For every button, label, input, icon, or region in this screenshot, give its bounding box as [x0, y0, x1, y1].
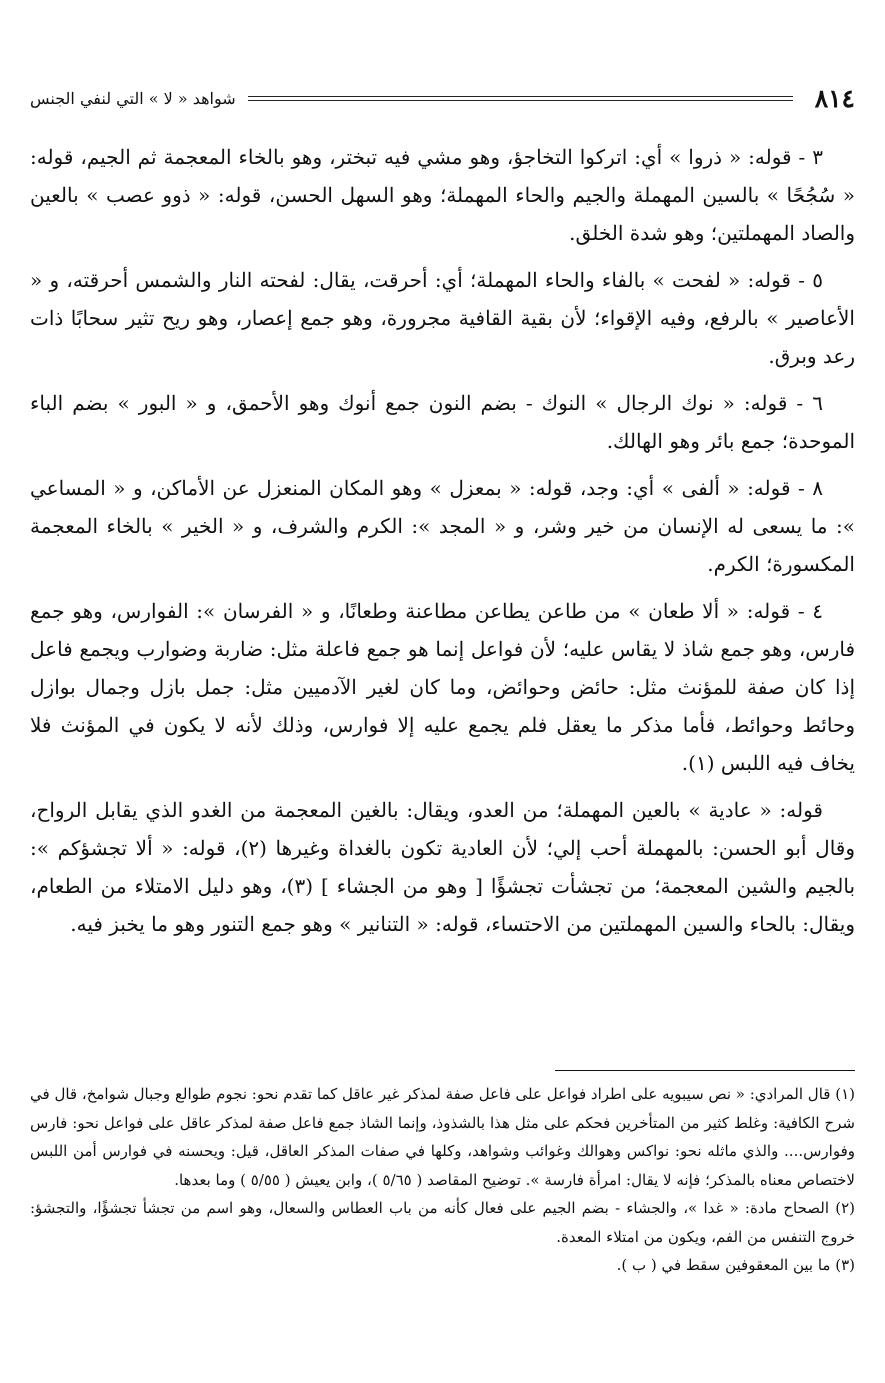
- paragraph: ٥ - قوله: « لفحت » بالفاء والحاء المهملة؛ أي: أحرقت، يقال: لفحته النار والشمس أحرقته، و « الأعاصير » بالرفع، وفيه الإقواء؛ لأن بقية القافية مجرورة، وهو جمع إعصار، وهو ريح تثير سحابًا ذات رعد وبرق.: [30, 268, 855, 368]
- footnote: (١) قال المرادي: « نص سيبويه على اطراد فواعل على فاعل صفة لمذكر غير عاقل كما تقدم نحو: نجوم طوالع وجبال شوامخ، قال في شرح الكافية: وغلط كثير من المتأخرين فحكم على مثل هذا بالشذوذ، وإنما الشاذ جمع فاعل صفة لمذكر عاقل على فواعل نحو: فارس وفوارس.... والذي ماثله نحو: نواكس وهوالك وغوائب وشواهد، وكلها في صفات المذكر العاقل، قيل: ويحسنه في فوارس أمن اللبس لاختصاص معناه بالمذكر؛ فإنه لا يقال: امرأة فارسة ». توضيح المقاصد ( ٥/٦٥ )، وابن يعيش ( ٥/٥٥ ) وما بعدها.: [30, 1085, 855, 1189]
- page-number: ٨١٤: [814, 83, 855, 113]
- paragraph: ٦ - قوله: « نوك الرجال » النوك - بضم النون جمع أنوك وهو الأحمق، و « البور » بضم الباء الموحدة؛ جمع بائر وهو الهالك.: [30, 391, 855, 453]
- footnotes: [30, 1080, 855, 1280]
- paragraph: ٨ - قوله: « ألفى » أي: وجد، قوله: « بمعزل » وهو المكان المنعزل عن الأماكن، و « المساعي »: ما يسعى له الإنسان من خير وشر، و « المجد »: الكرم والشرف، و « الخير » بالخاء المعجمة المكسورة؛ الكرم.: [30, 476, 855, 576]
- running-title: شواهد « لا » التي لنفي الجنس: [30, 88, 236, 108]
- main-text: [30, 138, 855, 952]
- footnote: (٢) الصحاح مادة: « غدا »، والجشاء - بضم الجيم على فعال كأنه من باب العطاس والسعال، وهو اسم من تجشأ تجشؤًا، والتجشؤ: خروج التنفس من الفم، ويكون من امتلاء المعدة.: [30, 1199, 855, 1246]
- page-header: [30, 82, 855, 114]
- paragraph: ٣ - قوله: « ذروا » أي: اتركوا التخاجؤ، وهو مشي فيه تبختر، وهو بالخاء المعجمة ثم الجيم، قوله: « سُجُحًا » بالسين المهملة والجيم والحاء المهملة؛ وهو السهل الحسن، قوله: « ذوو عصب » بالعين والصاد المهملتين؛ وهو شدة الخلق.: [30, 145, 855, 245]
- footnote: (٣) ما بين المعقوفين سقط في ( ب ).: [616, 1256, 855, 1274]
- footnote-separator: [555, 1070, 855, 1071]
- paragraph: قوله: « عادية » بالعين المهملة؛ من العدو، ويقال: بالغين المعجمة من الغدو الذي يقابل الرواح، وقال أبو الحسن: بالمهملة أحب إلي؛ لأن العادية تكون بالغداة وغيرها (٢)، قوله: « ألا تجشؤكم »: بالجيم والشين المعجمة؛ من تجشأت تجشؤًا [ وهو من الجشاء ] (٣)، وهو دليل الامتلاء من الطعام، ويقال: بالحاء والسين المهملتين من الاحتساء، قوله: « التنانير » وهو جمع التنور وهو ما يخبز فيه.: [30, 798, 856, 936]
- paragraph: ٤ - قوله: « ألا طعان » من طاعن يطاعن مطاعنة وطعانًا، و « الفرسان »: الفوارس، وهو جمع فارس، وهو جمع شاذ لا يقاس عليه؛ لأن فواعل إنما هو جمع فاعلة مثل: ضاربة وضوارب ويجمع فاعل إذا كان صفة للمؤنث مثل: حائض وحوائض، وما كان لغير الآدميين مثل: جمل بازل وجمال بوازل وحائط وحوائط، فأما مذكر ما يعقل فلم يجمع عليه إلا فوارس، وذلك لأنه لا يكون في المؤنث فلا يخاف فيه اللبس (١).: [30, 599, 855, 775]
- header-rule: [248, 96, 793, 101]
